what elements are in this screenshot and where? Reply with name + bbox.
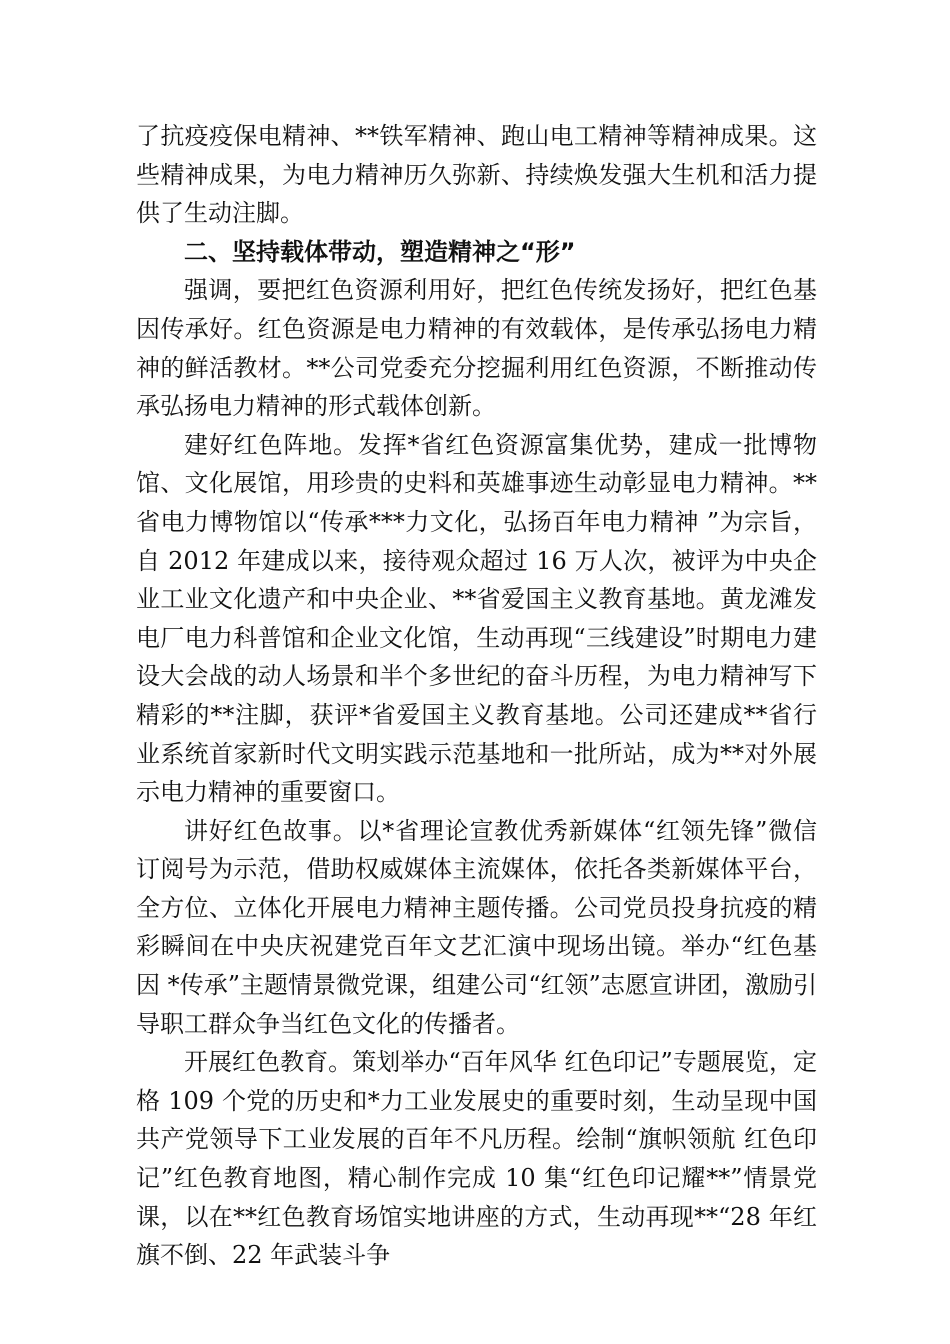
- paragraph-red-base: 建好红色阵地。发挥*省红色资源富集优势，建成一批博物馆、文化展馆，用珍贵的史料和英雄事迹生动彰显电力精神。**省电力博物馆以“传承***力文化，弘扬百年电力精神 ”为宗旨，自 2012 年建成以来，接待观众超过 16 万人次，被评为中央企业工业文化遗产和中央企业、**省爱国主义教育基地。黄龙滩发电厂电力科普馆和企业文化馆，生动再现“三线建设”时期电力建设大会战的动人场景和半个多世纪的奋斗历程，为电力精神写下精彩的**注脚，获评*省爱国主义教育基地。公司还建成**省行业系统首家新时代文明实践示范基地和一批所站，成为**对外展示电力精神的重要窗口。: [136, 430, 817, 807]
- paragraph-red-education: 开展红色教育。策划举办“百年风华 红色印记”专题展览，定格 109 个党的历史和*力工业发展史的重要时刻，生动呈现中国共产党领导下工业发展的百年不凡历程。绘制“旗帜领航 红色印记”红色教育地图，精心制作完成 10 集“红色印记耀**”情景党课，以在**红色教育场馆实地讲座的方式，生动再现**“28 年红旗不倒、22 年武装斗争: [136, 1048, 817, 1270]
- paragraph-intro: 强调，要把红色资源利用好，把红色传统发扬好，把红色基因传承好。红色资源是电力精神的有效载体，是传承弘扬电力精神的鲜活教材。**公司党委充分挖掘利用红色资源，不断推动传承弘扬电力精神的形式载体创新。: [136, 276, 817, 421]
- section-heading: 二、坚持载体带动，塑造精神之“形”: [184, 237, 576, 266]
- paragraph-red-story: 讲好红色故事。以*省理论宣教优秀新媒体“红领先锋”微信订阅号为示范，借助权威媒体主流媒体，依托各类新媒体平台，全方位、立体化开展电力精神主题传播。公司党员投身抗疫的精彩瞬间在中央庆祝建党百年文艺汇演中现场出镜。举办“红色基因 *传承”主题情景微党课，组建公司“红领”志愿宣讲团，激励引导职工群众争当红色文化的传播者。: [136, 816, 817, 1038]
- paragraph-continuation: 了抗疫疫保电精神、**铁军精神、跑山电工精神等精神成果。这些精神成果，为电力精神历久弥新、持续焕发强大生机和活力提供了生动注脚。: [136, 122, 817, 228]
- document-body: [136, 117, 817, 1275]
